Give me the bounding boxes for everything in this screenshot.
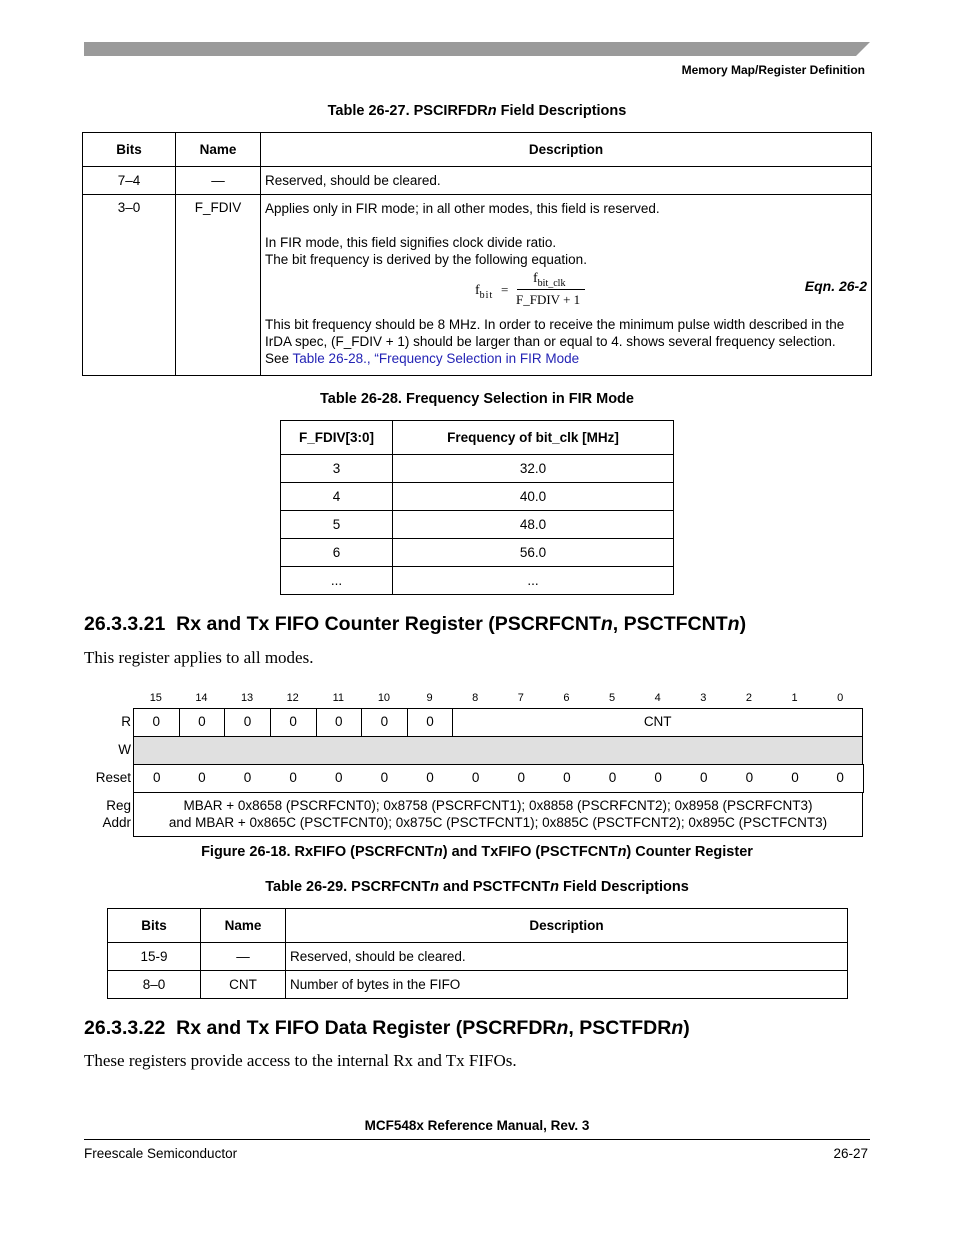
bit-number: 0 bbox=[837, 692, 844, 704]
table-26-28-link[interactable]: Table 26-28., “Frequency Selection in FIR Mode bbox=[292, 351, 580, 366]
footer-rule bbox=[84, 1139, 870, 1140]
reset-bit-value: 0 bbox=[589, 764, 636, 793]
reset-bit-value: 0 bbox=[772, 764, 819, 793]
reset-bit-value: 0 bbox=[544, 764, 591, 793]
address-line: and MBAR + 0x865C (PSCTFCNT0); 0x875C (PSCTFCNT1); 0x885C (PSCTFCNT2); 0x895C (PSCTFCNT3) bbox=[168, 815, 828, 830]
table-row: 3–0 F_FDIV Applies only in FIR mode; in all other modes, this field is reserved. In FIR mode, this field signifies clock divide ratio. The bit frequency is derived by the following equation. $f_{bit}$ = $f_{bit\_clk}$ F_FDIV + 1 Eqn. 26-2 This bit frequency should be 8 MHz. In order to receive the minimum pulse width described in the IrDA spec, (F_FDIV + 1) should be larger than or equal to 4. shows several frequency selection. See Table 26-28., “Frequency Selection in FIR Mode bbox=[83, 195, 872, 376]
row-label-reset: Reset bbox=[95, 770, 131, 785]
figure-18-caption: Figure 26-18. RxFIFO (PSCRFCNTn) and TxFIFO (PSCTFCNTn) Counter Register bbox=[201, 844, 753, 860]
bit-number: 3 bbox=[700, 692, 707, 704]
col-header-frequency: Frequency of bit_clk [MHz] bbox=[393, 421, 674, 455]
bit-number: 11 bbox=[332, 692, 345, 704]
section-22-body: These registers provide access to the internal Rx and Tx FIFOs. bbox=[84, 1051, 517, 1070]
running-header: Memory Map/Register Definition bbox=[681, 63, 865, 77]
bit-number: 10 bbox=[377, 692, 391, 704]
bit-number: 13 bbox=[240, 692, 254, 704]
row-label-w: W bbox=[118, 742, 131, 757]
bit-number: 2 bbox=[745, 692, 752, 704]
bit-number: 9 bbox=[426, 692, 433, 704]
fdiv-description: Applies only in FIR mode; in all other modes, this field is reserved. In FIR mode, this field signifies clock divide ratio. The bit frequency is derived by the following equation. $f_{bit}$ = $f_{bit\_clk}$ F_FDIV + 1 Eqn. 26-2 This bit frequency should be 8 MHz. In order to receive the minimum pulse width described in the IrDA spec, (F_FDIV + 1) should be larger than or equal to 4. shows several frequency selection. See Table 26-28., “Frequency Selection in FIR Mode bbox=[261, 195, 872, 376]
table-row: 6 56.0 bbox=[281, 539, 674, 567]
row-label-addr: Addr bbox=[102, 815, 131, 830]
r-bit-cell: 0 bbox=[316, 708, 363, 737]
section-heading-21: 26.3.3.21 Rx and Tx FIFO Counter Register (PSCRFCNTn, PSCTFCNTn) bbox=[84, 613, 747, 635]
equation: $f_{bit}$ = $f_{bit\_clk}$ F_FDIV + 1 Eqn. 26-2 bbox=[475, 271, 867, 307]
col-header-description: Description bbox=[261, 133, 872, 167]
table-27 bbox=[82, 132, 872, 376]
col-header-bits: Bits bbox=[108, 909, 201, 943]
r-bit-cell: 0 bbox=[179, 708, 226, 737]
reset-bit-value: 0 bbox=[817, 764, 864, 793]
reset-bit-value: 0 bbox=[726, 764, 773, 793]
bit-number: 14 bbox=[195, 692, 208, 704]
cnt-field: CNT bbox=[452, 708, 863, 737]
table-28 bbox=[280, 420, 674, 595]
reset-bit-value: 0 bbox=[179, 764, 226, 793]
col-header-bits: Bits bbox=[83, 133, 176, 167]
reset-bit-value: 0 bbox=[681, 764, 728, 793]
reset-bit-value: 0 bbox=[498, 764, 545, 793]
r-bit-cell: 0 bbox=[361, 708, 408, 737]
header-bar bbox=[84, 42, 870, 56]
address-line: MBAR + 0x8658 (PSCRFCNT0); 0x8758 (PSCRFCNT1); 0x8858 (PSCRFCNT2); 0x8958 (PSCRFCNT3) bbox=[183, 798, 813, 813]
section-21-body: This register applies to all modes. bbox=[84, 648, 314, 667]
r-bit-cell: 0 bbox=[407, 708, 454, 737]
table-row: 4 40.0 bbox=[281, 483, 674, 511]
reset-bit-value: 0 bbox=[133, 764, 180, 793]
table-row: 7–4 — Reserved, should be cleared. bbox=[83, 167, 872, 195]
footer-company: Freescale Semiconductor bbox=[84, 1146, 238, 1161]
footer-title: MCF548x Reference Manual, Rev. 3 bbox=[364, 1118, 590, 1133]
section-heading-22: 26.3.3.22 Rx and Tx FIFO Data Register (PSCRFDRn, PSCTFDRn) bbox=[84, 1017, 690, 1039]
reset-bit-value: 0 bbox=[316, 764, 363, 793]
r-bit-cell: 0 bbox=[270, 708, 317, 737]
page-number: 26-27 bbox=[833, 1146, 868, 1161]
w-row-shaded bbox=[133, 736, 863, 765]
reset-bit-value: 0 bbox=[361, 764, 408, 793]
table-27-caption: Table 26-27. PSCIRFDRn Field Descriptions bbox=[327, 103, 627, 119]
bit-number: 5 bbox=[609, 692, 616, 704]
bit-number: 15 bbox=[149, 692, 162, 704]
r-bit-cell: 0 bbox=[133, 708, 180, 737]
reset-bit-value: 0 bbox=[224, 764, 271, 793]
reset-bit-value: 0 bbox=[452, 764, 499, 793]
table-row: 15-9 — Reserved, should be cleared. bbox=[108, 943, 848, 971]
bit-number: 4 bbox=[654, 692, 661, 704]
table-row: 3 32.0 bbox=[281, 455, 674, 483]
equation-label: Eqn. 26-2 bbox=[804, 278, 867, 294]
col-header-name: Name bbox=[176, 133, 261, 167]
r-bit-cell: 0 bbox=[224, 708, 271, 737]
reset-bit-value: 0 bbox=[270, 764, 317, 793]
bit-number: 1 bbox=[791, 692, 798, 704]
col-header-name: Name bbox=[201, 909, 286, 943]
table-28-caption: Table 26-28. Frequency Selection in FIR Mode bbox=[320, 391, 634, 407]
reset-bit-value: 0 bbox=[635, 764, 682, 793]
reset-bit-value: 0 bbox=[407, 764, 454, 793]
bit-number: 6 bbox=[563, 692, 570, 704]
col-header-f-fdiv: F_FDIV[3:0] bbox=[281, 421, 393, 455]
bit-number: 7 bbox=[517, 692, 524, 704]
register-address bbox=[133, 792, 863, 837]
table-row: 8–0 CNT Number of bytes in the FIFO bbox=[108, 971, 848, 999]
table-29-caption: Table 26-29. PSCRFCNTn and PSCTFCNTn Field Descriptions bbox=[265, 879, 689, 895]
bit-number: 12 bbox=[286, 692, 299, 704]
bit-number: 8 bbox=[472, 692, 479, 704]
table-row: 5 48.0 bbox=[281, 511, 674, 539]
row-label-reg: Reg bbox=[106, 798, 131, 813]
table-row: ... ... bbox=[281, 567, 674, 595]
row-label-r: R bbox=[121, 714, 131, 729]
table-29 bbox=[107, 908, 848, 999]
col-header-description: Description bbox=[286, 909, 848, 943]
